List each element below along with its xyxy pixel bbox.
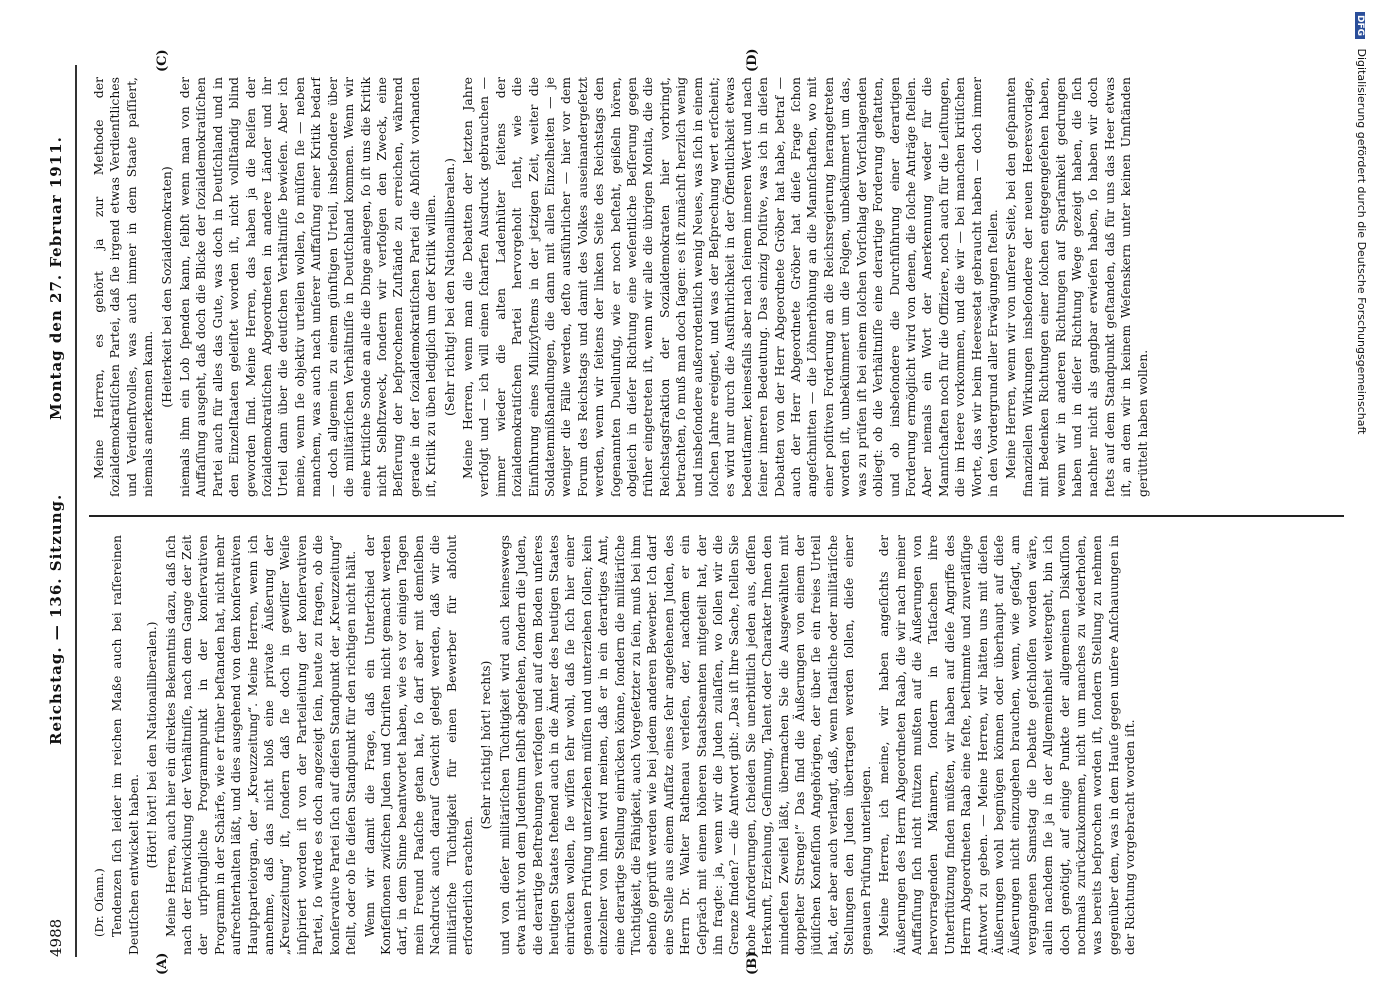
paragraph: Meine Herren, es gehört ja zur Methode der ſozialdemokratiſchen Partei, daß ſie irgend etwas Verdienſtliches und Verdienſtvolles, was auch immer in dem Staate paſſiert, niemals anerkennen kann. xyxy=(91,77,156,497)
header-rule xyxy=(75,65,77,957)
margin-marker-a: (A) xyxy=(155,952,170,975)
left-column xyxy=(91,535,1336,955)
rotated-document-page xyxy=(45,45,1355,975)
paragraph: und von dieſer militäriſchen Tüchtigkeit wird auch keineswegs etwa nicht von dem Judentum ſelbſt abgeſehen, ſondern die Juden, die derartige Beſtrebungen verfolgen und auf dem Boden unſeres heutigen Staates ſtehend auch in die Ämter des heutigen Staates einrücken wollen, ſie wiſſen ſehr wohl, daß ſie ſich hier einer genauen Prüfung unterziehen müſſen und unterziehen ſollen; kein einzelner von ihnen wird meinen, daß er in ein derartiges Amt, eine derartige Stellung einrücken könne, ſondern die militäriſche Tüchtigkeit, die Fähigkeit, auch Vorgeſetzter zu ſein, muß bei ihm ebenſo geprüft werden wie bei jedem anderen Bewerber. Ich darf eine Stelle aus einem Aufſatz eines ſehr angeſehenen Juden, des Herrn Dr. Walter Rathenau verleſen, der, nachdem er ein Geſpräch mit einem höheren Staatsbeamten mitgeteilt hat, der ihn fragte: ja, wenn wir die Juden zulaſſen, wo ſollen wir die Grenze finden? — die Antwort gibt: „Das iſt Ihre Sache, ſtellen Sie hohe Anforderungen, ſcheiden Sie unerbittlich jeden aus, deſſen Herkunft, Erziehung, Geſinnung, Talent oder Charakter Ihnen den mindeſten Zweifel läßt, übermachen Sie die Ausgewählten mit doppelter Strenge!“ Das ſind die Äußerungen von einem der jüdiſchen Konfeſſion Angehörigen, der über ſie ein freies Urteil hat, der aber auch verlangt, daß, wenn ſtaatliche oder militäriſche Stellungen den Juden übertragen werden ſollen, dieſe einer genauen Prüfung unterliegen. xyxy=(496,535,873,955)
margin-marker-d: (D) xyxy=(745,48,760,72)
page-header xyxy=(45,45,69,975)
paragraph: Meine Herren, wenn man die Debatten der letzten Jahre verfolgt und — ich will einen ſcharfen Ausdruck gebrauchen — immer wieder die alten Ladenhüter ſeitens der ſozialdemokratiſchen Partei hervorgeholt ſieht, wie die Einführung eines Milizſyſtems in der jetzigen Zeit, weiter die Soldatenmißhandlungen, die dann mit allen Einzelheiten — je weniger die Fälle werden, deſto ausführlicher — hier vor dem Forum des Reichstags und damit des Volkes auseinandergeſetzt werden, wenn wir ſeitens der linken Seite des Reichstags den ſogenannten Duellunfug, wie er noch beſteht, geißeln hören, obgleich in dieſer Richtung eine weſentliche Beſſerung gegen früher eingetreten iſt, wenn wir alle die übrigen Monita, die die Reichstagsfraktion der Sozialdemokraten hier vorbringt, betrachten, ſo muß man doch ſagen: es iſt zunächſt herzlich wenig und insbeſondere außerordentlich wenig Neues, was ſich in einem ſolchen Jahre ereignet, und was der Beſprechung wert erſcheint; es wird nur durch die Ausführlichkeit in der Öffentlichkeit etwas bedeutſamer, keinesfalls aber nach ſeinem inneren Wert und nach ſeiner inneren Bedeutung. Das einzig Poſitive, was ich in dieſen Debatten von der Herr Abgeordnete Gröber hat habe, betraf — auch der Herr Abgeordnete Gröber hat dieſe Frage ſchon angeſchnitten — die Löhnerhöhung an die Mannſchaften, wo mit einer poſitiven Forderung an die Reichsregierung herangetreten worden iſt, unbekümmert um die Folgen, unbekümmert um das, was zu prüfen iſt bei einem ſolchen Vorſchlag der Vorſchlagenden obliegt: ob die Verhältniſſe eine derartige Forderung geſtatten, und ob insbeſondere die Durchführung einer derartigen Forderung ermöglicht wird von denen, die ſolche Anträge ſtellen. Aber niemals ein Wort der Anerkennung weder für die Mannſchaften noch für die Offiziere, noch auch für die Leiſtungen, die im Heere vorkommen, und die wir — bei manchen kritiſchen Worte, das wir beim Heeresetat gebraucht haben — doch immer in den Vordergrund aller Erwägungen ſtellen. xyxy=(459,77,1000,497)
interjection: (Heiterkeit bei den Sozialdemokraten) xyxy=(158,166,174,408)
interjection: (Sehr richtig! hört! rechts) xyxy=(478,660,494,830)
margin-marker-c: (C) xyxy=(155,49,170,72)
dfg-logo: DFG xyxy=(1355,12,1365,39)
column-divider xyxy=(89,515,1344,517)
paragraph: Meine Herren, ich meine, wir haben angeſichts der Äußerungen des Herrn Abgeordneten Raab, die wir nach meiner Auffaſſung ſich nicht ſtützen mußten auf die Äußerungen von hervorragenden Männern, ſondern in Tatſachen ihre Unterſtützung finden müßten, wir haben auf dieſe Angriffe des Herrn Abgeordneten Raab eine feſte, beſtimmte und zuverläſſige Antwort zu geben. — Meine Herren, wir hätten uns mit dieſen Äußerungen wohl begnügen können oder überhaupt auf dieſe Äußerungen nicht einzugehen brauchen, wenn, wie geſagt, am vergangenen Samstag die Debatte geſchloſſen worden wäre, allein nachdem ſie ja in der Allgemeinheit weitergeht, bin ich doch genötigt, auf einige Punkte der allgemeinen Diskuſſion nochmals zurückzukommen, nicht um manches zu wiederholen, was bereits beſprochen worden iſt, ſondern Stellung zu nehmen gegenüber dem, was in dem Hauſe gegen unſere Anſchauungen in der Richtung vorgebracht worden iſt. xyxy=(876,535,1138,955)
interjection: (Hört! hört! bei den Nationalliberalen.) xyxy=(144,621,160,869)
digitization-credit xyxy=(1354,12,1368,992)
paragraph: niemals ihm ein Lob ſpenden kann, ſelbſt wenn man von der Auffaſſung ausgeht, daß doch die Blicke der ſozialdemokratiſchen Partei auch für alles das Gute, was doch in Deutſchland und in den Einzelſtaaten geleiſtet worden iſt, nicht vollſtändig blind geworden ſind. Meine Herren, das haben ja die Reiſen der ſozialdemokratiſchen Abgeordneten in andere Länder und ihr Urteil dann über die deutſchen Verhältniſſe bewieſen. Aber ich meine, wenn ſie objektiv urteilen wollen, ſo müſſen ſie — neben manchem, was auch nach unſerer Auffaſſung einer Kritik bedarf — doch allgemein zu einem günſtigen Urteil, insbeſondere über die militäriſchen Verhältniſſe in Deutſchland kommen. Wenn wir eine kritiſche Sonde an alle die Dinge anlegen, ſo iſt uns die Kritik nicht Selbſtzweck, ſondern wir verfolgen den Zweck, eine Beſſerung der beſprochenen Zuſtände zu erreichen, während gerade in der ſozialdemokratiſchen Partei die Abſicht vorhanden iſt, Kritik zu üben lediglich um der Kritik willen. xyxy=(177,77,439,497)
paragraph: Wenn wir damit die Frage, daß ein Unterſchied der Konfeſſionen zwiſchen Juden und Chriſten nicht gemacht werden darf, in dem Sinne beantwortet haben, wie es vor einigen Tagen mein Freund Paaſche getan hat, ſo darf aber mit demſelben Nachdruck auch darauf Gewicht gelegt werden, daß wir die militäriſche Tüchtigkeit für einen Bewerber für abſolut erforderlich erachten. xyxy=(361,535,475,955)
right-column xyxy=(91,77,1336,497)
paragraph: Meine Herren, wenn wir von unſerer Seite, bei den geſpannten finanziellen Wirkungen insbeſondere der neuen Heeresvorlage, mit Bedenken Richtungen einer ſolchen entgegengeſehen haben, wenn wir in anderen Richtungen auf Sparſamkeit gedrungen haben und in dieſer Richtung Wege gezeigt haben, die ſich nachher nicht als gangbar erwieſen haben, ſo haben wir doch ſtets auf dem Standpunkt geſtanden, daß für uns das Heer etwas iſt, an dem wir in keinem Weſenskern unter keinen Umſtänden gerüttelt haben wollen. xyxy=(1003,77,1150,497)
interjection: (Sehr richtig! bei den Nationalliberalen.) xyxy=(441,158,457,416)
margin-marker-b: (B) xyxy=(745,951,760,975)
credit-text: Digitalisierung gefördert durch die Deutsche Forschungsgemeinschaft xyxy=(1355,48,1368,435)
page-number: 4988 xyxy=(47,918,65,957)
speaker-note: (Dr. Oſann.) xyxy=(92,868,106,937)
session-date: Montag den 27. Februar 1911. xyxy=(47,136,65,420)
paragraph: Meine Herren, auch hier ein direktes Bekenntnis dazu, daß ſich nach der Entwicklung der Verhältniſſe, nach dem Gange der Zeit der urſprüngliche Programmpunkt in der konſervativen Programm in der Schärfe, wie er früher beſtanden hat, nicht mehr aufrechterhalten läßt, und dies ausgehend von dem konſervativen Hauptparteiorgan, der „Kreuzzeitung“. Meine Herren, wenn ich annehme, daß das nicht bloß eine private Äußerung der „Kreuzzeitung“ iſt, ſondern daß ſie doch in gewiſſer Weiſe inſpiriert worden iſt von der Parteileitung der konſervativen Partei, ſo würde es doch angezeigt ſein, heute zu fragen, ob die konſervative Partei ſich auf dieſen Standpunkt der „Kreuzzeitung“ ſtellt, oder ob ſie dieſen Standpunkt für den richtigen nicht hält. xyxy=(162,535,359,955)
paragraph: Tendenzen ſich leider im reichen Maße auch bei raſſereinen Deutſchen entwickelt haben. xyxy=(109,535,141,955)
session-title: Reichstag. — 136. Sitzung. xyxy=(47,493,65,745)
